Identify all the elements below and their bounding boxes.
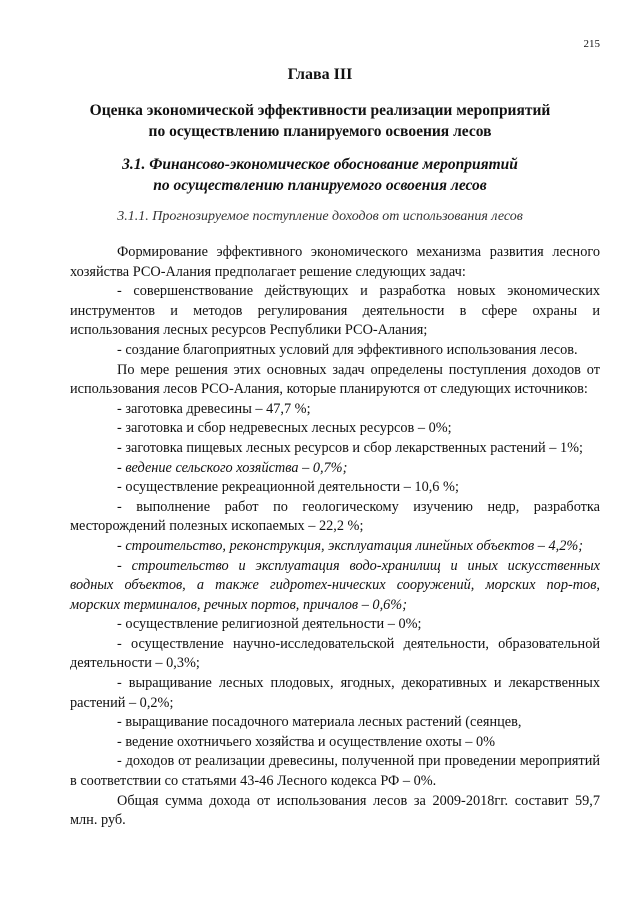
list-item: - выращивание лесных плодовых, ягодных, декоративных и лекарственных растений – 0,2%;	[70, 675, 600, 711]
list-item: - выращивание посадочного материала лесных растений (сеянцев,	[117, 714, 522, 731]
subsection-title-line: 3.1. Финансово-экономическое обоснование мероприятий	[122, 156, 518, 173]
list-item: - совершенствование действующих и разработка новых экономических инструментов и методов регулирования деятельности в сфере охраны и использования лесных ресурсов Республики РСО-Алания;	[70, 283, 600, 339]
section-title-line: Оценка экономической эффективности реализации мероприятий	[89, 102, 551, 119]
list-item: - ведение сельского хозяйства – 0,7%;	[117, 459, 348, 476]
page-number: 215	[583, 38, 600, 50]
subsection-title	[40, 154, 600, 196]
list-item: - осуществление религиозной деятельности – 0%;	[117, 616, 422, 633]
list-item: - заготовка и сбор недревесных лесных ресурсов – 0%;	[117, 420, 452, 437]
paragraph: По мере решения этих основных задач определены поступления доходов от использования лесов РСО-Алания, которые планируются от следующих источников:	[70, 361, 600, 398]
section-title-line: по осуществлению планируемого освоения лесов	[148, 123, 492, 140]
list-item: - доходов от реализации древесины, полученной при проведении мероприятий в соответствии со статьями 43-46 Лесного кодекса РФ – 0%.	[70, 753, 600, 790]
list-item: - осуществление рекреационной деятельности – 10,6 %;	[117, 479, 459, 496]
subsubsection-title: 3.1.1. Прогнозируемое поступление доходов от использования лесов	[117, 209, 523, 224]
subsection-title-line: по осуществлению планируемого освоения лесов	[153, 177, 487, 194]
list-item: - строительство, реконструкция, эксплуатация линейных объектов – 4,2%;	[117, 537, 584, 554]
paragraph: Формирование эффективного экономического механизма развития лесного хозяйства РСО-Алания предполагает решение следующих задач:	[70, 244, 600, 280]
body-text	[70, 243, 600, 831]
list-item: - ведение охотничьего хозяйства и осуществление охоты – 0%	[117, 733, 496, 750]
list-item: - строительство и эксплуатация водо-хранилищ и иных искусственных водных объектов, а также гидротех-нических сооружений, морских пор-тов, морских терминалов, речных портов, причалов – 0,6%;	[70, 557, 600, 613]
list-item: - осуществление научно-исследовательской деятельности, образовательной деятельности – 0,3%;	[70, 635, 600, 672]
section-title	[40, 100, 600, 142]
list-item: - создание благоприятных условий для эффективного использования лесов.	[117, 341, 578, 358]
chapter-title: Глава III	[287, 66, 353, 83]
list-item: - заготовка древесины – 47,7 %;	[117, 400, 311, 417]
list-item: - заготовка пищевых лесных ресурсов и сбор лекарственных растений – 1%;	[117, 439, 583, 456]
list-item: - выполнение работ по геологическому изучению недр, разработка месторождений полезных ископаемых – 22,2 %;	[70, 498, 600, 535]
paragraph: Общая сумма дохода от использования лесов за 2009-2018гг. составит 59,7 млн. руб.	[70, 792, 600, 829]
